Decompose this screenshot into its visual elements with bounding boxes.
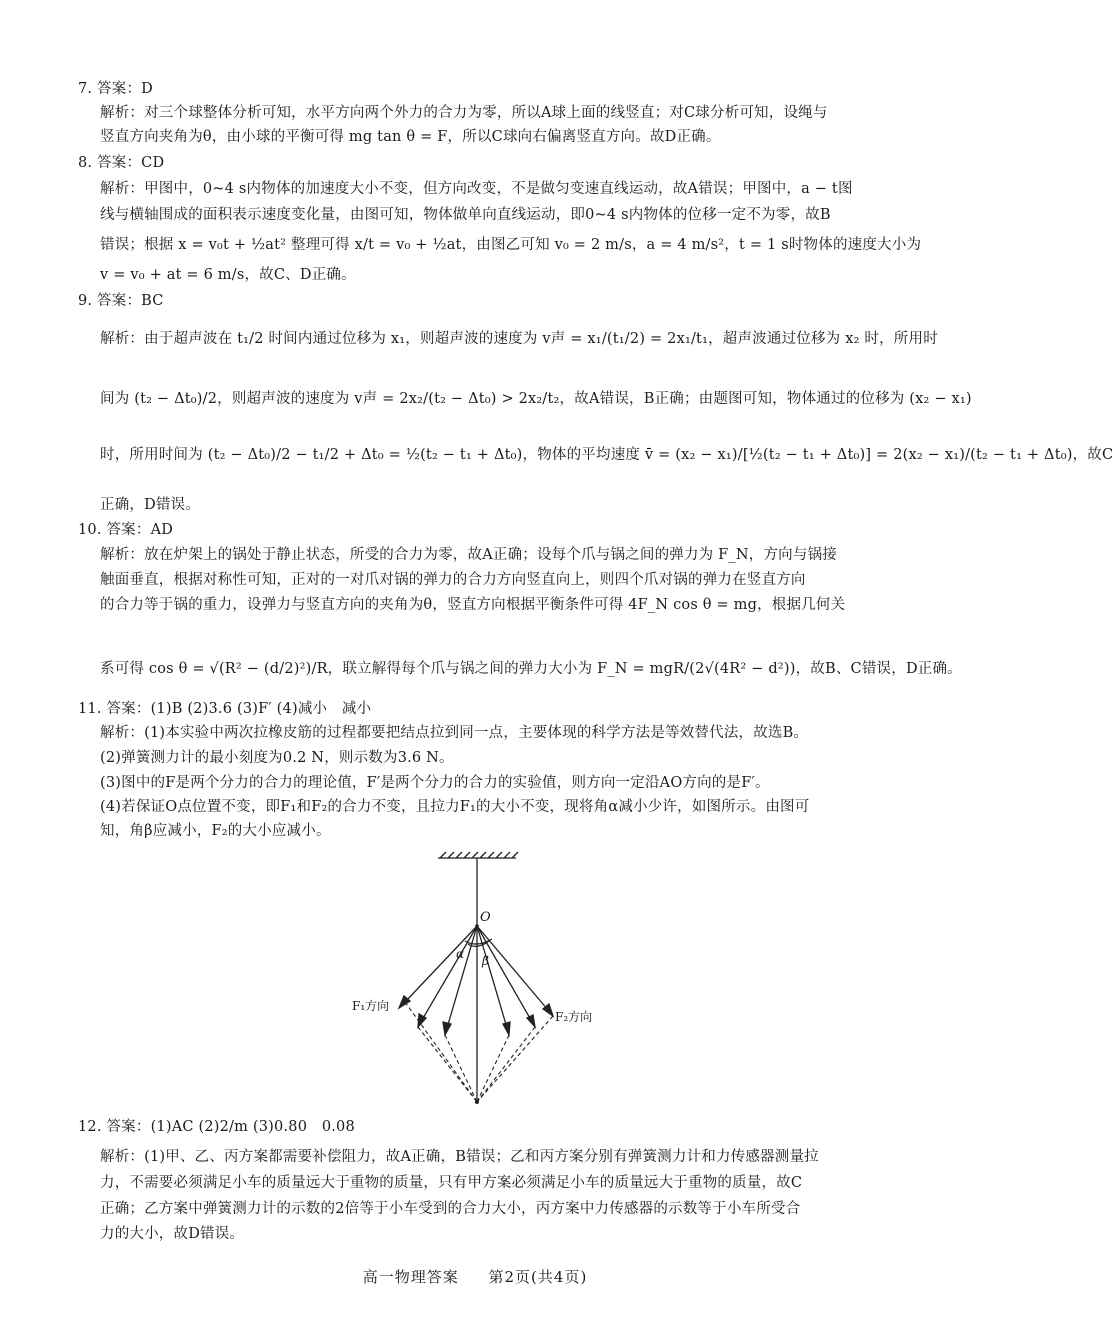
footer-page-number: 第2页(共4页) xyxy=(488,1268,588,1286)
f2-new-force-arrow-head xyxy=(503,1022,510,1035)
point-o-label: O xyxy=(480,910,491,925)
q11-explanation-line-5: 知，角β应减小，F₂的大小应减小。 xyxy=(100,823,331,839)
q7-explanation-line-1: 解析：对三个球整体分析可知，水平方向两个外力的合力为零，所以A球上面的线竖直；对C球分析可知，设绳与 xyxy=(100,105,828,121)
q12-explanation-line-2: 力，不需要必须满足小车的质量远大于重物的质量，只有甲方案必须满足小车的质量远大于重物的质量，故C xyxy=(100,1175,803,1191)
f2-force-line xyxy=(477,926,531,1020)
resultant-end-point xyxy=(475,1100,479,1104)
q9-explanation-line-4: 正确，D错误。 xyxy=(100,497,201,513)
q10-answer: 10. 答案：AD xyxy=(78,522,174,538)
q11-explanation-line-4: (4)若保证O点位置不变，即F₁和F₂的合力不变，且拉力F₁的大小不变，现将角α减小少许，如图所示。由图可 xyxy=(100,799,810,815)
f2-direction-line xyxy=(477,926,548,1010)
f1-force-line xyxy=(422,926,477,1020)
q8-explanation-line-2: 线与横轴围成的面积表示速度变化量，由图可知，物体做单向直线运动，即0~4 s内物体的位移一定不为零，故B xyxy=(100,207,831,223)
f2-direction-label: F₂方向 xyxy=(555,1010,593,1024)
q10-explanation-line-1: 解析：放在炉架上的锅处于静止状态，所受的合力为零，故A正确；设每个爪与锅之间的弹力为 F_N，方向与锅接 xyxy=(100,547,837,563)
page-footer xyxy=(0,1266,950,1287)
ceiling-hatching xyxy=(440,852,518,858)
f1-new-force-arrow-head xyxy=(443,1022,451,1035)
footer-subject: 高一物理答案 xyxy=(362,1268,459,1286)
point-o-dot xyxy=(475,924,479,928)
q12-explanation-line-3: 正确；乙方案中弹簧测力计的示数的2倍等于小车受到的合力大小，丙方案中力传感器的示数等于小车所受合 xyxy=(100,1201,801,1217)
f2-new-force-line xyxy=(477,926,507,1028)
q8-explanation-line-4: v = v₀ + at = 6 m/s，故C、D正确。 xyxy=(100,267,356,283)
f2-force-arrow-head xyxy=(527,1015,535,1027)
q8-explanation-line-1: 解析：甲图中，0~4 s内物体的加速度大小不变，但方向改变，不是做匀变速直线运动，故A错误；甲图中，a − t图 xyxy=(100,181,853,197)
q11-explanation-line-2: (2)弹簧测力计的最小刻度为0.2 N，则示数为3.6 N。 xyxy=(100,750,454,766)
q9-explanation-line-1: 解析：由于超声波在 t₁/2 时间内通过位移为 x₁，则超声波的速度为 v声 = x₁/(t₁/2) = 2x₁/t₁，超声波通过位移为 x₂ 时，所用时 xyxy=(100,331,938,347)
q12-answer: 12. 答案：(1)AC (2)2/m (3)0.80 0.08 xyxy=(78,1119,355,1135)
q9-answer: 9. 答案：BC xyxy=(78,293,164,309)
q11-answer: 11. 答案：(1)B (2)3.6 (3)F′ (4)减小 减小 xyxy=(78,701,372,717)
q10-explanation-line-2: 触面垂直，根据对称性可知，正对的一对爪对锅的弹力的合力方向竖直向上，则四个爪对锅的弹力在竖直方向 xyxy=(100,572,806,588)
q8-answer: 8. 答案：CD xyxy=(78,155,165,171)
q7-explanation-line-2: 竖直方向夹角为θ，由小球的平衡可得 mg tan θ = F，所以C球向右偏离竖直方向。故D正确。 xyxy=(100,129,721,145)
q9-explanation-line-3: 时，所用时间为 (t₂ − Δt₀)/2 − t₁/2 + Δt₀ = ½(t₂ − t₁ + Δt₀)，物体的平均速度 v̄ = (x₂ − x₁)/[½(t₂ − t₁ + Δt₀)] = 2(x₂ − x₁)/(t₂ − t₁ + Δt₀)，故C xyxy=(100,447,1113,463)
f1-direction-label: F₁方向 xyxy=(352,999,390,1013)
alpha-label: α xyxy=(456,947,465,961)
q10-explanation-line-4: 系可得 cos θ = √(R² − (d/2)²)/R，联立解得每个爪与锅之间的弹力大小为 F_N = mgR/(2√(4R² − d²))，故B、C错误，D正确。 xyxy=(100,661,962,677)
q12-explanation-line-4: 力的大小，故D错误。 xyxy=(100,1226,245,1242)
q9-explanation-line-2: 间为 (t₂ − Δt₀)/2，则超声波的速度为 v声 = 2x₂/(t₂ − Δt₀) > 2x₂/t₂，故A错误，B正确；由题图可知，物体通过的位移为 (x₂ − x₁) xyxy=(100,391,972,407)
beta-label: β xyxy=(482,954,489,968)
q12-explanation-line-1: 解析：(1)甲、乙、丙方案都需要补偿阻力，故A正确，B错误；乙和丙方案分别有弹簧测力计和力传感器测量拉 xyxy=(100,1149,819,1165)
q11-explanation-line-3: (3)图中的F是两个分力的合力的理论值，F′是两个分力的合力的实验值，则方向一定沿AO方向的是F′。 xyxy=(100,775,770,791)
q10-explanation-line-3: 的合力等于锅的重力，设弹力与竖直方向的夹角为θ，竖直方向根据平衡条件可得 4F_N cos θ = mg，根据几何关 xyxy=(100,597,846,613)
q8-explanation-line-3: 错误；根据 x = v₀t + ½at² 整理可得 x/t = v₀ + ½at，由图乙可知 v₀ = 2 m/s，a = 4 m/s²，t = 1 s时物体的速度大小为 xyxy=(100,237,922,253)
q11-explanation-line-1: 解析：(1)本实验中两次拉橡皮筋的过程都要把结点拉到同一点，主要体现的科学方法是等效替代法，故选B。 xyxy=(100,725,809,741)
q7-answer: 7. 答案：D xyxy=(78,81,153,97)
